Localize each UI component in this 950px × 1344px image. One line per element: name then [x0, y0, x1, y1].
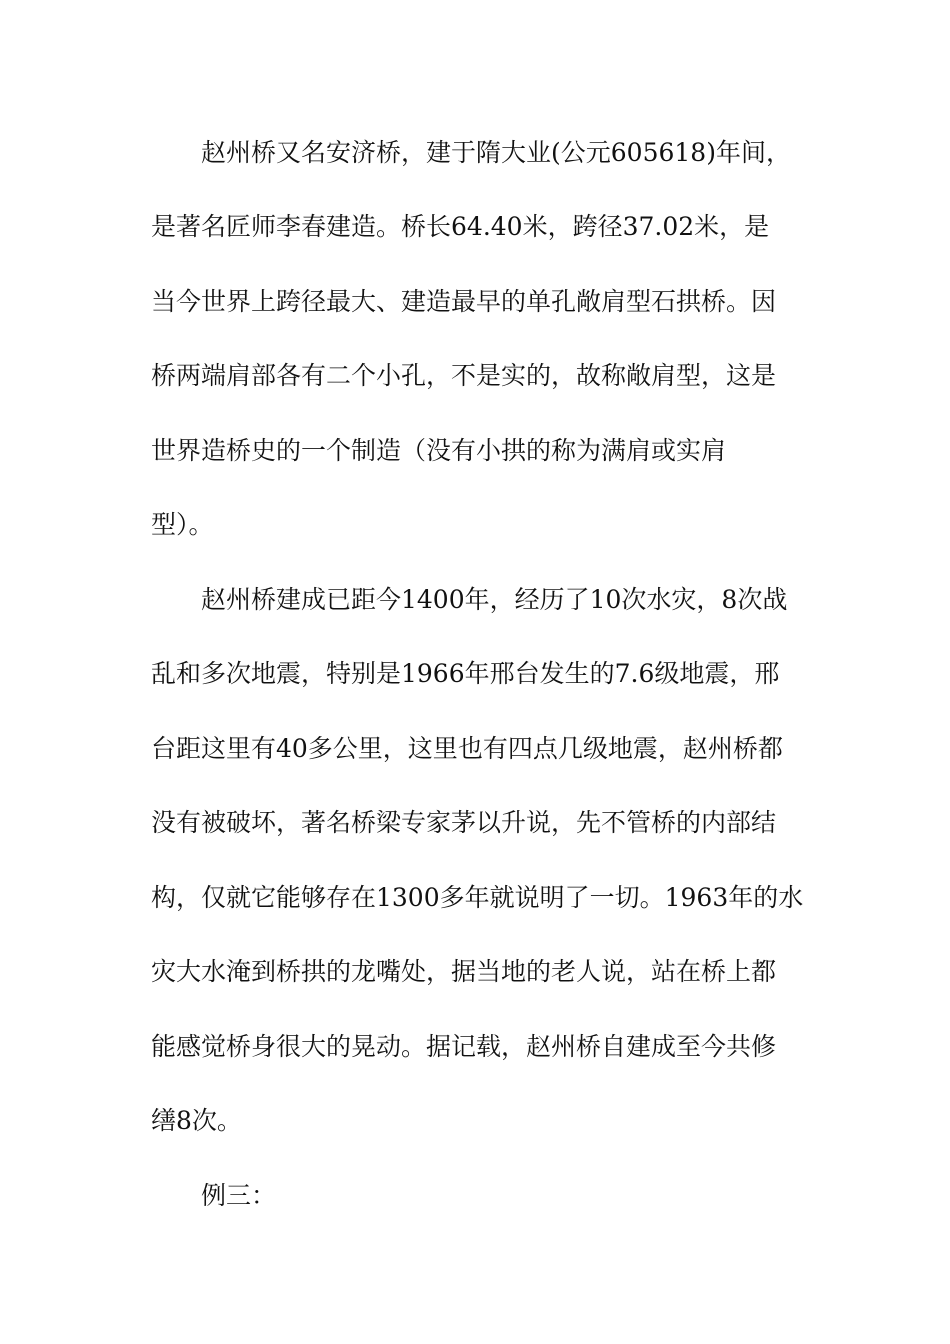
text-line: 赵州桥又名安济桥，建于隋大业(公元605618)年间，	[201, 138, 791, 167]
text-line: 没有被破坏，著名桥梁专家茅以升说，先不管桥的内部结	[151, 808, 777, 837]
text-line: 世界造桥史的一个制造（没有小拱的称为满肩或实肩	[151, 436, 727, 465]
text-line: 赵州桥建成已距今1400年，经历了10次水灾，8次战	[201, 585, 788, 614]
text-line: 当今世界上跨径最大、建造最早的单孔敞肩型石拱桥。因	[151, 287, 777, 316]
text-line: 乱和多次地震，特别是1966年邢台发生的7.6级地震，邢	[151, 659, 780, 688]
text-line: 能感觉桥身很大的晃动。据记载，赵州桥自建成至今共修	[151, 1032, 777, 1061]
text-line: 台距这里有40多公里，这里也有四点几级地震，赵州桥都	[151, 734, 783, 763]
text-line: 型）。	[151, 510, 214, 539]
text-line: 缮8次。	[151, 1106, 242, 1135]
text-line: 桥两端肩部各有二个小孔，不是实的，故称敞肩型，这是	[151, 361, 777, 390]
text-line: 例三：	[201, 1181, 277, 1210]
text-line: 灾大水淹到桥拱的龙嘴处，据当地的老人说，站在桥上都	[151, 957, 777, 986]
text-line: 构，仅就它能够存在1300多年就说明了一切。1963年的水	[151, 883, 804, 912]
text-line: 是著名匠师李春建造。桥长64.40米，跨径37.02米，是	[151, 212, 770, 241]
